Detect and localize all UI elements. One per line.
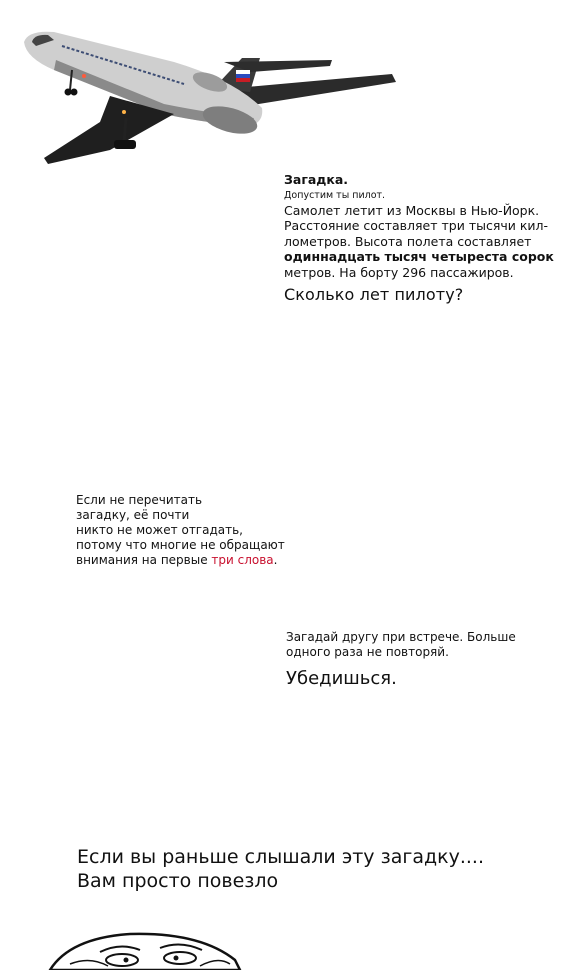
hint-text: внимания на первые xyxy=(76,553,212,567)
advice-emphasis: Убедишься. xyxy=(286,668,397,689)
riddle-title: Загадка. xyxy=(284,172,349,187)
airplane-icon xyxy=(14,18,402,172)
flag-red xyxy=(236,78,250,82)
hint-block xyxy=(76,493,285,568)
hint-line: потому что многие не обращают xyxy=(76,538,285,552)
riddle-block xyxy=(284,172,569,305)
riddle-question: Сколько лет пилоту? xyxy=(284,284,464,304)
riddle-body-line: Расстояние составляет три тысячи кил- xyxy=(284,218,549,234)
hint-line: никто не может отгадать, xyxy=(76,523,243,537)
riddle-body-line: Самолет летит из Москвы в Нью-Йорк. xyxy=(284,202,540,218)
riddle-body-line xyxy=(284,249,569,265)
outro-line: Вам просто повезло xyxy=(77,869,279,892)
advice-block xyxy=(286,630,516,660)
advice-line: Загадай другу при встрече. Больше xyxy=(286,630,516,644)
riddle-assumption: Допустим ты пилот. xyxy=(284,189,386,201)
riddle-altitude-text: одиннадцать тысяч четыреста сорок xyxy=(284,249,554,265)
outro-block xyxy=(77,846,484,894)
hint-line: Если не перечитать xyxy=(76,493,203,507)
riddle-body xyxy=(284,203,569,281)
riddle-body-line: метров. На борту 296 пассажиров. xyxy=(284,265,514,280)
hint-line xyxy=(76,553,285,568)
advice-line: одного раза не повторяй. xyxy=(286,645,449,659)
flag-blue xyxy=(236,74,250,78)
hint-line: загадку, её почти xyxy=(76,508,190,522)
hint-period: . xyxy=(273,553,278,567)
outro-line: Если вы раньше слышали эту загадку.... xyxy=(77,846,484,868)
riddle-body-line: лометров. Высота полета составляет xyxy=(284,233,532,249)
hint-highlight: три слова xyxy=(211,553,274,567)
flag-white xyxy=(236,70,250,74)
trollface-icon xyxy=(30,930,270,970)
